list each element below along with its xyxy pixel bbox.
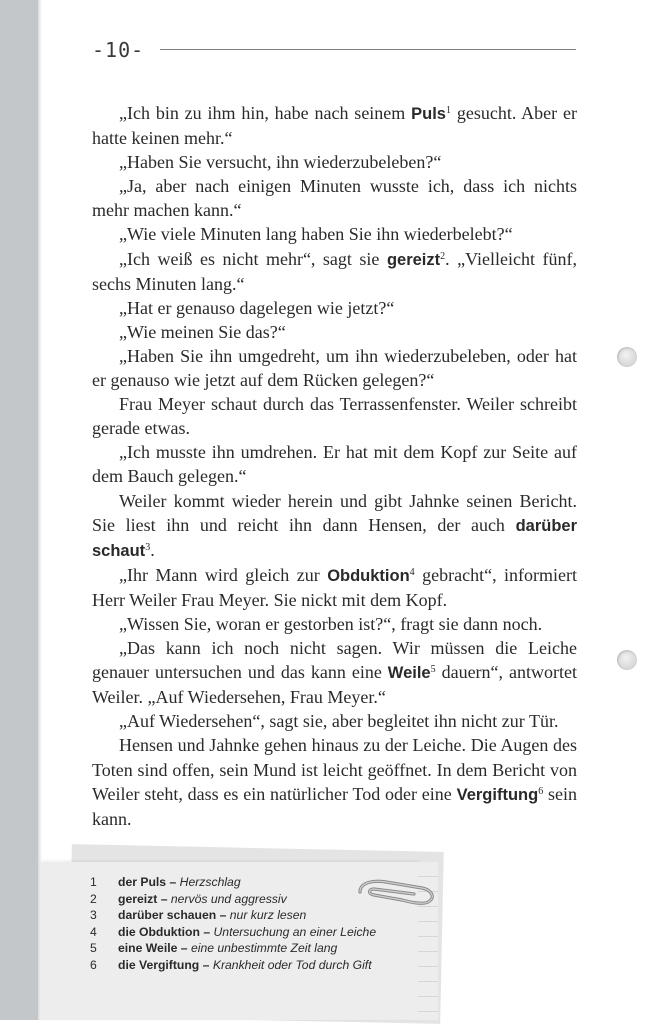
text-run: Weiler kommt wieder herein und gibt Jahnke seinen Bericht. Sie liest ihn und reicht ihn dann Hensen, der auch	[92, 490, 577, 535]
text-run: dauern“, antwortet Weiler. „Auf Wiedersehen, Frau Meyer.“	[92, 662, 577, 708]
story-paragraph	[92, 440, 577, 488]
story-paragraph	[92, 392, 577, 440]
footnote-marker: 4	[409, 566, 415, 578]
text-run: Frau Meyer schaut durch das Terrassenfenster. Weiler schreibt gerade etwas.	[92, 394, 577, 439]
story-paragraph	[92, 709, 577, 733]
text-run: .	[150, 539, 155, 560]
glossed-term: Vergiftung	[456, 785, 539, 804]
footnote-definition: nervös und aggressiv	[170, 891, 287, 906]
footnote-number: 5	[90, 941, 97, 955]
text-run: gesucht. Aber er hatte keinen mehr.“	[92, 103, 577, 149]
story-paragraph	[92, 636, 577, 709]
footnote-dash: –	[169, 875, 177, 889]
story-paragraph	[92, 563, 577, 612]
text-run: „Ich bin zu ihm hin, habe nach seinem	[119, 103, 412, 123]
footnote-term: darüber schauen	[118, 908, 217, 922]
glossed-term: darüber schaut	[92, 516, 577, 560]
book-spine	[0, 0, 38, 1020]
footnote-definition: Herzschlag	[179, 875, 241, 889]
footnote-marker: 3	[145, 541, 151, 553]
story-paragraph	[92, 247, 577, 296]
text-run: „Das kann ich noch nicht sagen. Wir müssen die Leiche genauer untersuchen und das kann eine	[92, 638, 577, 683]
text-run: „Wie viele Minuten lang haben Sie ihn wiederbelebt?“	[119, 224, 513, 245]
footnote-definition: Krankheit oder Tod durch Gift	[212, 957, 372, 972]
text-run: sein kann.	[92, 783, 577, 829]
story-paragraph	[92, 489, 577, 563]
text-run: Hensen und Jahnke gehen hinaus zu der Leiche. Die Augen des Toten sind offen, sein Mund ist leicht geöffnet. In dem Bericht von Weiler steht, dass es ein natürlicher Tod oder eine	[92, 735, 577, 804]
punch-hole-icon	[617, 650, 637, 670]
footnote-term: eine Weile	[118, 941, 178, 955]
story-paragraph	[92, 320, 577, 344]
story-paragraph	[92, 344, 577, 392]
footnote-item	[90, 957, 420, 974]
story-paragraph	[92, 174, 577, 222]
story-paragraph	[92, 296, 577, 320]
story-paragraph	[92, 150, 577, 174]
footnote-number: 1	[90, 875, 97, 889]
footnote-dash: –	[203, 924, 211, 939]
text-run: „Auf Wiedersehen“, sagt sie, aber begleitet ihn nicht zur Tür.	[119, 711, 559, 732]
footnote-marker: 2	[440, 250, 446, 262]
footnote-number: 3	[90, 908, 97, 922]
text-run: „Hat er genauso dagelegen wie jetzt?“	[119, 297, 395, 318]
footnote-dash: –	[160, 891, 168, 906]
story-text	[92, 101, 577, 831]
footnote-definition: nur kurz lesen	[229, 908, 307, 922]
punch-hole-icon	[617, 347, 637, 367]
footnote-term: die Vergiftung	[118, 957, 200, 972]
footnote-dash: –	[219, 908, 227, 922]
footnote-item	[90, 940, 420, 957]
text-run: „Ich weiß es nicht mehr“, sagt sie	[119, 248, 387, 269]
footnote-term: der Puls	[118, 875, 167, 889]
story-paragraph	[92, 222, 577, 246]
story-paragraph	[92, 101, 577, 150]
text-run: „Wie meinen Sie das?“	[119, 321, 286, 342]
story-paragraph	[92, 733, 577, 830]
footnote-definition: Untersuchung an einer Leiche	[213, 924, 377, 939]
text-run: „Haben Sie ihn umgedreht, um ihn wiederzubeleben, oder hat er genauso wie jetzt auf dem Rücken gelegen?“	[92, 345, 577, 391]
text-run: „Ja, aber nach einigen Minuten wusste ich, dass ich nichts mehr machen kann.“	[92, 176, 577, 221]
footnote-term: gereizt	[118, 891, 158, 906]
text-run: . „Vielleicht fünf, sechs Minuten lang.“	[92, 248, 577, 294]
footnote-term: die Obduktion	[118, 924, 200, 939]
footnote-definition: eine unbestimmte Zeit lang	[190, 941, 338, 955]
text-run: „Ihr Mann wird gleich zur	[119, 564, 328, 585]
footnote-dash: –	[202, 957, 210, 972]
footnote-marker: 1	[446, 105, 451, 116]
text-run: „Ich musste ihn umdrehen. Er hat mit dem Kopf zur Seite auf dem Bauch gelegen.“	[92, 442, 577, 487]
glossed-term: Obduktion	[327, 566, 410, 585]
footnote-number: 2	[90, 891, 97, 906]
glossed-term: Weile	[387, 664, 431, 683]
footnote-number: 4	[90, 924, 97, 939]
page-number: -10-	[92, 38, 145, 62]
footnote-number: 6	[90, 957, 97, 972]
text-run: „Haben Sie versucht, ihn wiederzubeleben?“	[119, 152, 442, 173]
paperclip-icon	[352, 872, 444, 916]
footnote-item	[90, 924, 420, 941]
text-run: „Wissen Sie, woran er gestorben ist?“, fragt sie dann noch.	[119, 613, 543, 634]
text-run: gebracht“, informiert Herr Weiler Frau Meyer. Sie nickt mit dem Kopf.	[92, 564, 577, 610]
footnote-dash: –	[180, 941, 188, 955]
footnote-marker: 6	[538, 785, 544, 797]
story-paragraph	[92, 612, 577, 636]
footnote-marker: 5	[430, 664, 436, 676]
glossed-term: gereizt	[386, 250, 441, 269]
glossed-term: Puls	[411, 105, 446, 123]
header-rule	[160, 49, 576, 50]
